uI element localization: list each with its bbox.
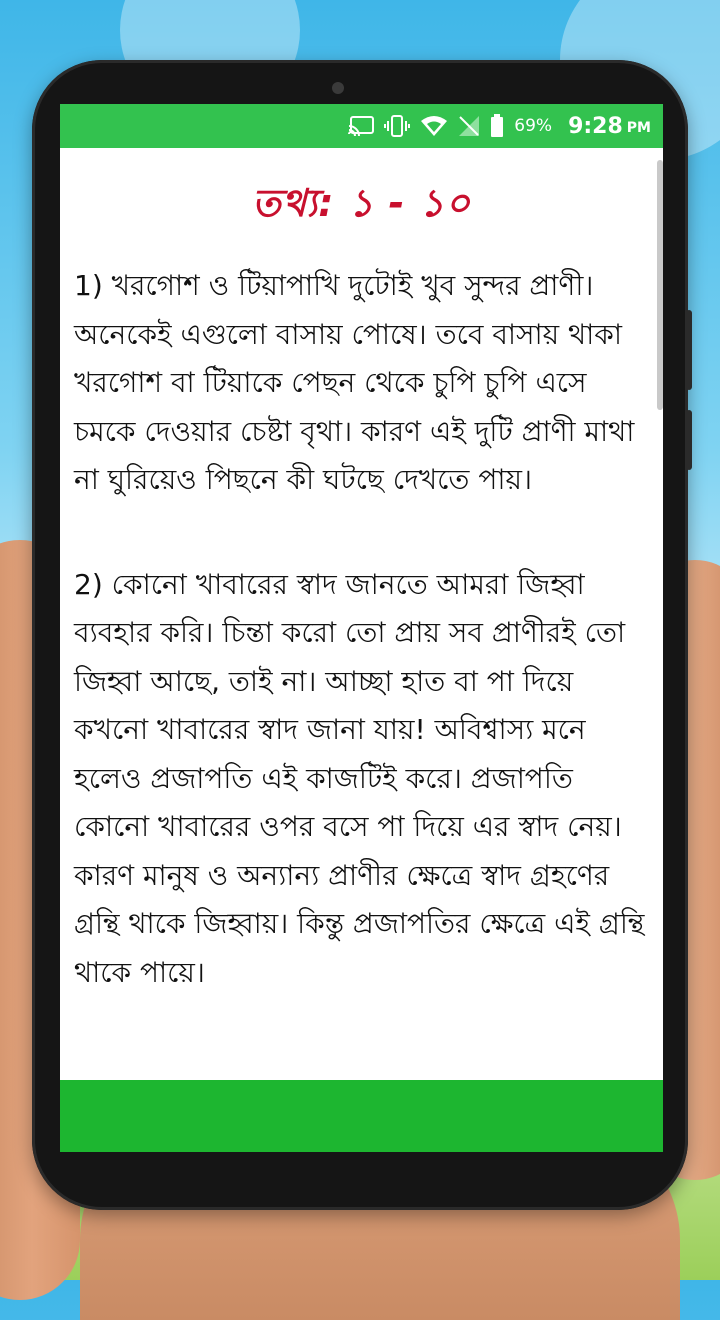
no-signal-icon — [458, 114, 480, 138]
page-title: তথ্য: ১ - ১০ — [252, 181, 471, 225]
vibrate-icon — [384, 114, 410, 138]
phone-screen — [60, 104, 663, 1152]
status-bar — [60, 104, 663, 148]
battery-percent: 69% — [514, 116, 553, 136]
cast-icon — [348, 114, 374, 138]
wifi-icon — [420, 114, 448, 138]
phone-speaker — [332, 82, 344, 94]
bottom-banner[interactable] — [60, 1080, 663, 1152]
scrollbar-thumb[interactable] — [657, 160, 663, 410]
clock-ampm: PM — [626, 120, 651, 136]
fact-item-1: 1) খরগোশ ও টিয়াপাখি দুটোই খুব সুন্দর প্রাণী। অনেকেই এগুলো বাসায় পোষে। তবে বাসায় থাকা খরগোশ বা টিয়াকে পেছন থেকে চুপি চুপি এসে চমকে দেওয়ার চেষ্টা বৃথা। কারণ এই দুটি প্রাণী মাথা না ঘুরিয়েও পিছনে কী ঘটছে দেখতে পায়। — [74, 269, 635, 496]
facts-scroll-view[interactable] — [60, 148, 663, 1080]
phone-side-button — [686, 310, 692, 390]
phone-side-button — [686, 410, 692, 470]
battery-icon — [490, 114, 504, 138]
clock-time: 9:28 — [568, 113, 623, 139]
fact-item-2: 2) কোনো খাবারের স্বাদ জানতে আমরা জিহ্বা ব্যবহার করি। চিন্তা করো তো প্রায় সব প্রাণীরই তো জিহ্বা আছে, তাই না। আচ্ছা হাত বা পা দিয়ে কখনো খাবারের স্বাদ জানা যায়! অবিশ্বাস্য মনে হলেও প্রজাপতি এই কাজটিই করে। প্রজাপতি কোনো খাবারের ওপর বসে পা দিয়ে এর স্বাদ নেয়। কারণ মানুষ ও অন্যান্য প্রাণীর ক্ষেত্রে স্বাদ গ্রহণের গ্রন্থি থাকে জিহ্বায়। কিন্তু প্রজাপতির ক্ষেত্রে এই গ্রন্থি থাকে পায়ে। — [74, 567, 645, 989]
